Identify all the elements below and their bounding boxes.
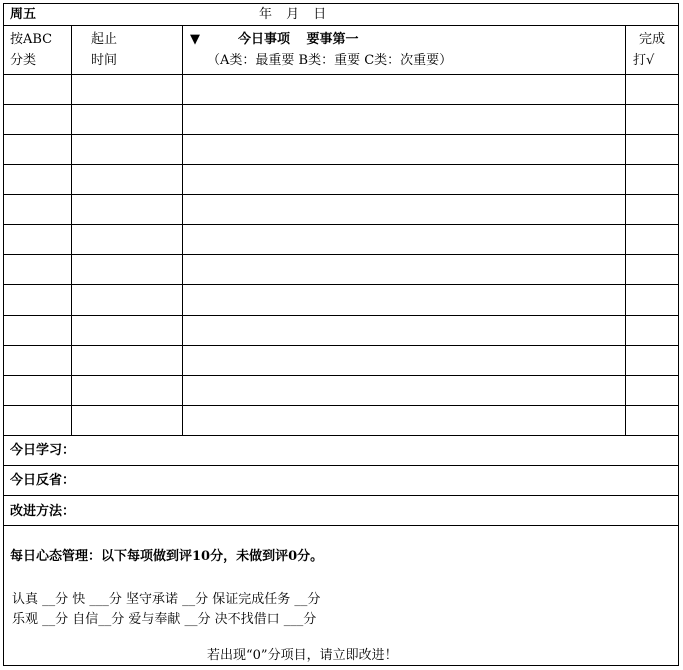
mood-title: 每日心态管理：以下每项做到评10分，未做到评0分。: [10, 549, 324, 564]
category-header-line1: 按ABC: [10, 32, 53, 47]
tasks-header-title: 今日事项 要事第一: [238, 32, 359, 47]
category-header-line2: 分类: [10, 53, 37, 68]
header-divider: [4, 25, 678, 26]
triangle-marker-icon: ▼: [190, 32, 200, 47]
section-divider: [4, 525, 678, 526]
tasks-header-subtitle: （A类：最重要 B类：重要 C类：次重要）: [207, 53, 453, 68]
column-divider: [182, 25, 183, 435]
table-bottom-divider: [4, 435, 678, 436]
table-row-divider: [4, 134, 678, 135]
reflect-label: 今日反省：: [10, 473, 76, 488]
table-row-divider: [4, 224, 678, 225]
mood-scores-line1: 认真 __分 快 ___分 坚守承诺 __分 保证完成任务 __分: [12, 592, 321, 607]
table-row-divider: [4, 164, 678, 165]
column-header-divider: [4, 74, 678, 75]
weekday-label: 周五: [10, 7, 37, 22]
done-header-line2: 打√: [633, 53, 655, 68]
mood-footer-note: 若出现“0”分项目，请立即改进！: [207, 648, 398, 663]
table-row-divider: [4, 315, 678, 316]
table-row-divider: [4, 194, 678, 195]
table-row-divider: [4, 405, 678, 406]
table-row-divider: [4, 375, 678, 376]
column-divider: [625, 25, 626, 435]
table-row-divider: [4, 254, 678, 255]
improve-label: 改进方法：: [10, 504, 76, 519]
table-row-divider: [4, 284, 678, 285]
table-row-divider: [4, 345, 678, 346]
time-header-line1: 起止: [91, 32, 118, 47]
table-row-divider: [4, 104, 678, 105]
study-label: 今日学习：: [10, 443, 76, 458]
column-divider: [71, 25, 72, 435]
section-divider: [4, 495, 678, 496]
date-label: 年 月 日: [259, 7, 327, 22]
time-header-line2: 时间: [91, 53, 118, 68]
daily-planner-form: [3, 3, 679, 666]
section-divider: [4, 465, 678, 466]
mood-scores-line2: 乐观 __分 自信__分 爱与奉献 __分 决不找借口 ___分: [12, 612, 317, 627]
done-header-line1: 完成: [639, 32, 666, 47]
